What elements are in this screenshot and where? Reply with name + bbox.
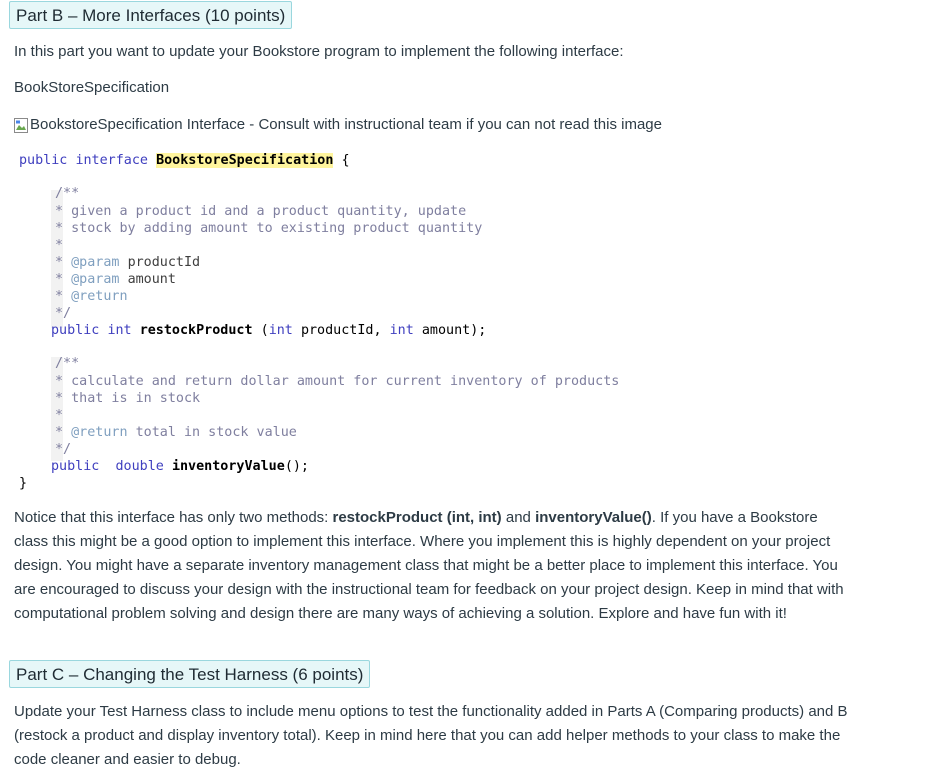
part-b-intro: In this part you want to update your Bookstore program to implement the following interface:	[14, 43, 624, 60]
comment-line: * @return total in stock value	[55, 425, 297, 440]
comment-line: /**	[55, 186, 80, 201]
comment-line: * that is in stock	[55, 391, 201, 406]
part-c-heading: Part C – Changing the Test Harness (6 points)	[9, 660, 370, 688]
comment-line: * @return	[55, 289, 128, 304]
comment-line: * @param amount	[55, 272, 176, 287]
image-alt-text: BookstoreSpecification Interface - Consult with instructional team if you can not read this image	[30, 116, 662, 133]
broken-image-icon	[14, 118, 28, 133]
comment-line: *	[55, 408, 64, 423]
comment-line: *	[55, 238, 64, 253]
method-inventory-value: public double inventoryValue();	[51, 459, 309, 474]
comment-line: * calculate and return dollar amount for current inventory of products	[55, 374, 620, 389]
comment-line: */	[55, 306, 72, 321]
notice-paragraph: Notice that this interface has only two methods: restockProduct (int, int) and inventoryValue(). If you have a Bookstore class this might be a good option to implement this interface. Where you implement this is highly dependent on your project design. You might have a separate inventory management class that might be a better place to implement this interface. You are encouraged to discuss your design with the instructional team for feedback on your project design. Keep in mind that with computational problem solving and design there are many ways of achieving a solution. Explore and have fun with it!	[14, 509, 844, 622]
comment-line: * @param productId	[55, 255, 201, 270]
comment-line: */	[55, 442, 72, 457]
part-c-body: Update your Test Harness class to include menu options to test the functionality added in Parts A (Comparing products) and B (restock a product and display inventory total). Keep in mind here that you can add helper methods to your class to make the code cleaner and easier to debug.	[14, 703, 848, 768]
comment-line: * stock by adding amount to existing product quantity	[55, 221, 483, 236]
part-b-heading: Part B – More Interfaces (10 points)	[9, 1, 292, 29]
interface-close-brace: }	[19, 476, 28, 491]
interface-image-alt	[14, 113, 662, 137]
method-restock-product: public int restockProduct (int productId, int amount);	[51, 323, 487, 338]
comment-line: * given a product id and a product quantity, update	[55, 204, 467, 219]
interface-declaration: public interface BookstoreSpecification {	[19, 153, 350, 168]
interface-name-label: BookStoreSpecification	[14, 79, 170, 96]
comment-line: /**	[55, 356, 80, 371]
